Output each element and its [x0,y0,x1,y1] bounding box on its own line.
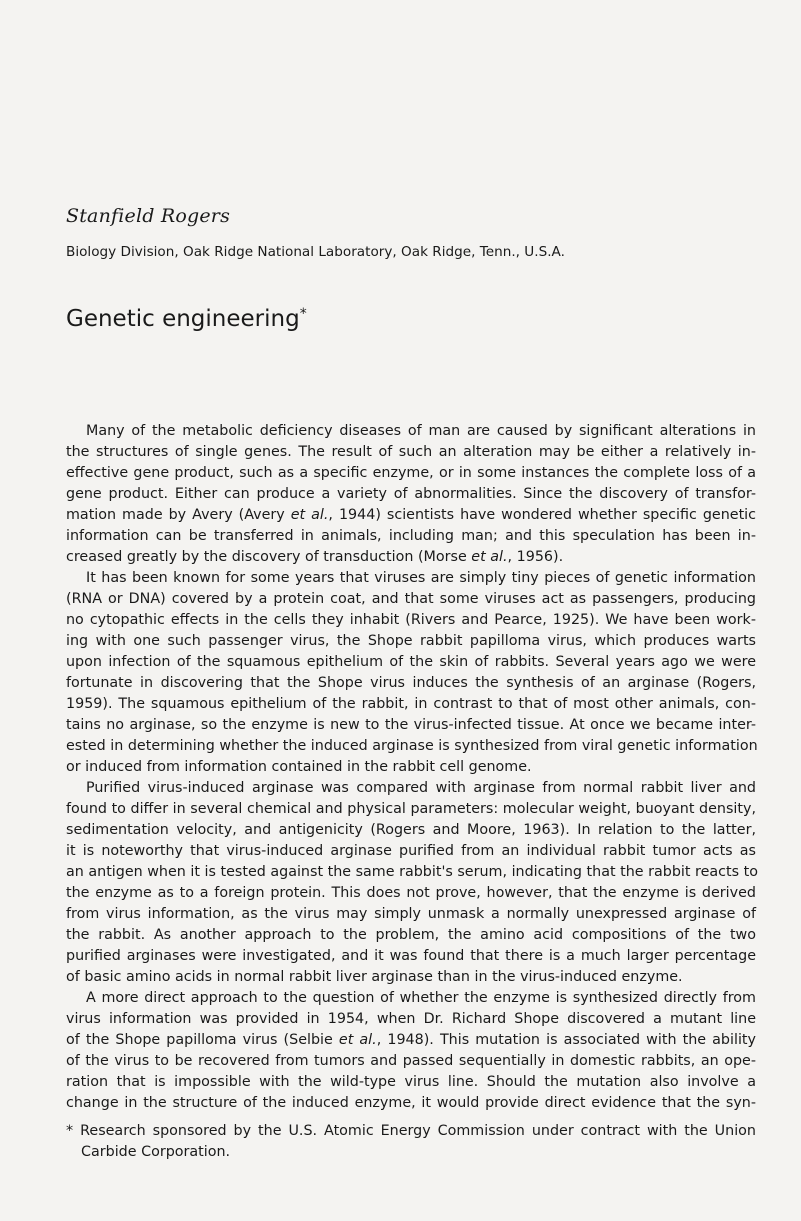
body-line: upon infection of the squamous epithelium of the skin of rabbits. Several years ago we were [66,654,756,670]
body-line: (RNA or DNA) covered by a protein coat, and that some viruses act as passengers, producing [66,591,756,607]
body-line: mation made by Avery (Avery et al., 1944) scientists have wondered whether specific genetic [66,507,757,523]
body-line: tains no arginase, so the enzyme is new to the virus-infected tissue. At once we became inter- [66,717,756,733]
body-line: no cytopathic effects in the cells they inhabit (Rivers and Pearce, 1925). We have been work- [66,612,756,628]
body-line: creased greatly by the discovery of transduction (Morse et al., 1956). [66,549,564,565]
body-line: ested in determining whether the induced arginase is synthesized from viral genetic information [66,738,758,754]
body-line: effective gene product, such as a specific enzyme, or in some instances the complete loss of a [66,465,756,481]
article-title-text: Genetic engineering [66,306,300,332]
body-line: it is noteworthy that virus-induced arginase purified from an individual rabbit tumor acts as [66,843,756,859]
body-line: sedimentation velocity, and antigenicity (Rogers and Moore, 1963). In relation to the latter, [66,822,756,838]
body-line: of the Shope papilloma virus (Selbie et al., 1948). This mutation is associated with the ability [66,1032,756,1048]
body-line: of the virus to be recovered from tumors and passed sequentially in domestic rabbits, an ope- [66,1053,756,1069]
body-line: or induced from information contained in the rabbit cell genome. [66,759,532,775]
footnote-line: * Research sponsored by the U.S. Atomic Energy Commission under contract with the Union [66,1123,756,1139]
body-line: ing with one such passenger virus, the Shope rabbit papilloma virus, which produces warts [66,633,756,649]
body-line: change in the structure of the induced enzyme, it would provide direct evidence that the syn- [66,1095,756,1111]
body-line: ration that is impossible with the wild-type virus line. Should the mutation also involve a [66,1074,756,1090]
article-title [66,306,307,332]
body-line: the rabbit. As another approach to the problem, the amino acid compositions of the two [66,927,756,943]
body-line: from virus information, as the virus may simply unmask a normally unexpressed arginase of [66,906,756,922]
body-line: an antigen when it is tested against the same rabbit's serum, indicating that the rabbit reacts to [66,864,758,880]
body-line: virus information was provided in 1954, when Dr. Richard Shope discovered a mutant line [66,1011,756,1027]
body-line: the structures of single genes. The result of such an alteration may be either a relatively in- [66,444,756,460]
body-line: purified arginases were investigated, and it was found that there is a much larger percentage [66,948,756,964]
body-line: Purified virus-induced arginase was compared with arginase from normal rabbit liver and [86,780,756,796]
body-line: It has been known for some years that viruses are simply tiny pieces of genetic information [86,570,756,586]
body-line: 1959). The squamous epithelium of the rabbit, in contrast to that of most other animals, con- [66,696,756,712]
body-line: gene product. Either can produce a variety of abnormalities. Since the discovery of transfor- [66,486,756,502]
body-line: A more direct approach to the question of whether the enzyme is synthesized directly from [86,990,756,1006]
footnote-line: Carbide Corporation. [81,1144,231,1160]
body-line: found to differ in several chemical and physical parameters: molecular weight, buoyant density, [66,801,756,817]
footnote [66,1121,756,1163]
author-affiliation: Biology Division, Oak Ridge National Laboratory, Oak Ridge, Tenn., U.S.A. [66,244,565,260]
title-footnote-marker: * [299,306,307,322]
body-line: of basic amino acids in normal rabbit liver arginase than in the virus-induced enzyme. [66,969,683,985]
body-line: Many of the metabolic deficiency diseases of man are caused by significant alterations in [86,423,756,439]
article-body [66,421,756,1114]
body-line: fortunate in discovering that the Shope virus induces the synthesis of an arginase (Rogers, [66,675,756,691]
body-line: the enzyme as to a foreign protein. This does not prove, however, that the enzyme is derived [66,885,756,901]
body-line: information can be transferred in animals, including man; and this speculation has been in- [66,528,756,544]
author-name: Stanfield Rogers [66,205,231,227]
